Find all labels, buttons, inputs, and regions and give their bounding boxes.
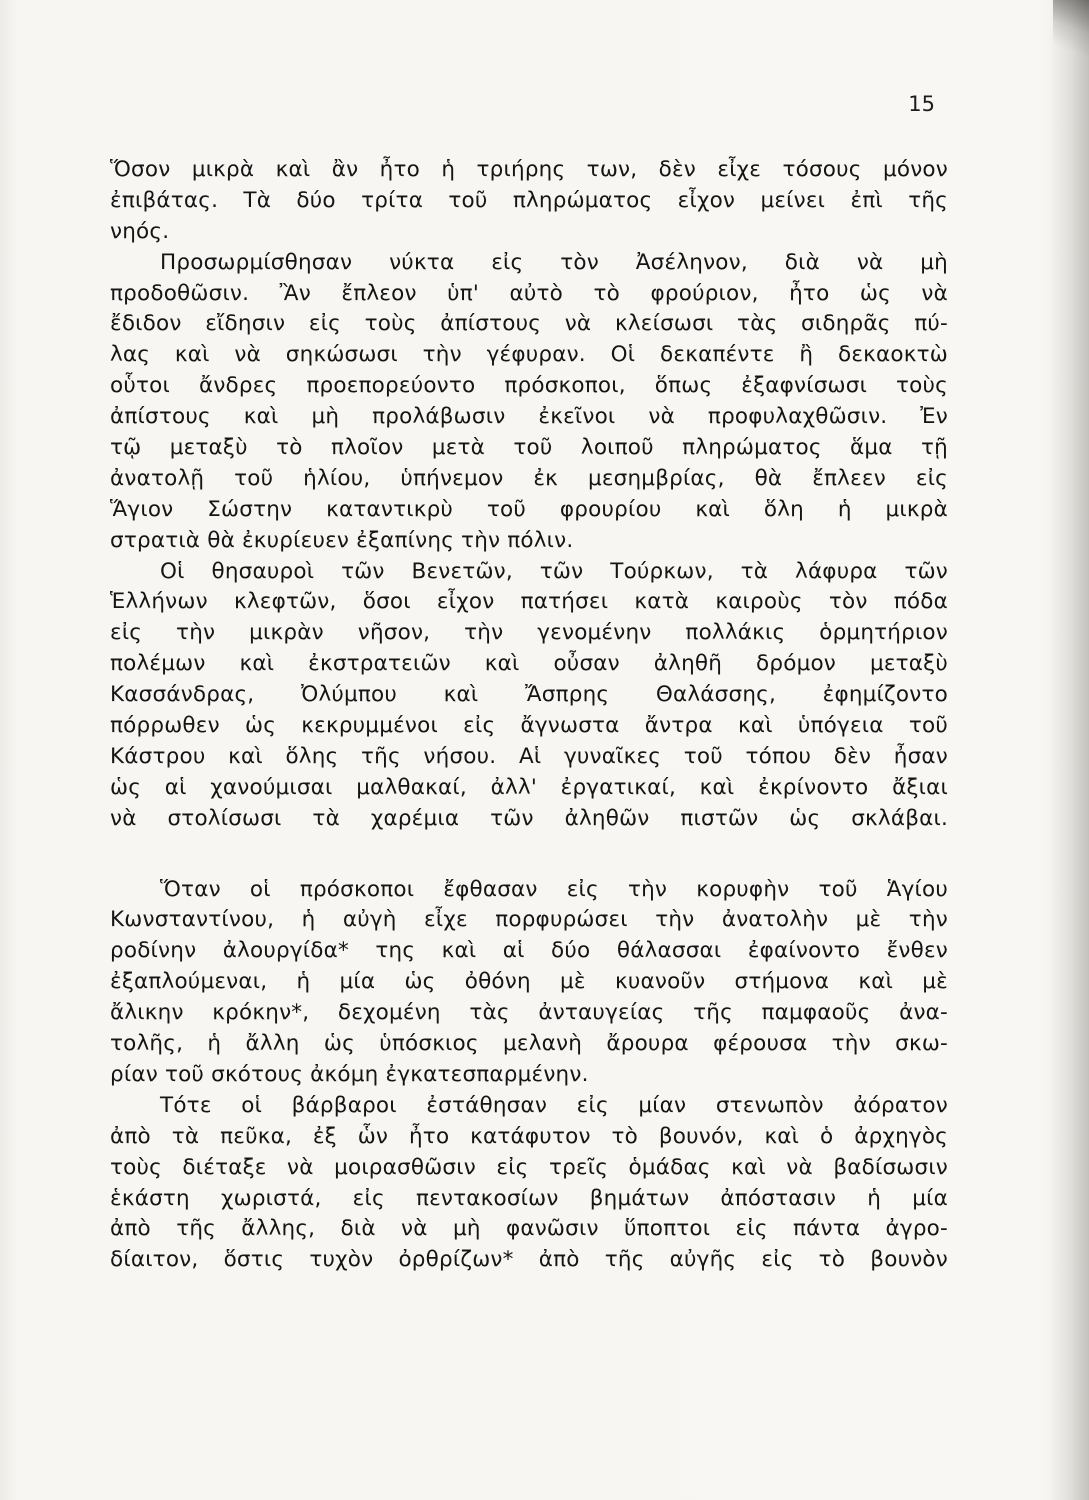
text-line: Ὅταν οἱ πρόσκοποι ἔφθασαν εἰς τὴν κορυφὴν τοῦ Ἁγίου xyxy=(160,876,948,902)
text-line: ροδίνην ἀλουργίδα* της καὶ αἱ δύο θάλασσαι ἐφαίνοντο ἔνθεν xyxy=(110,938,948,964)
text-line: Τότε οἱ βάρβαροι ἐστάθησαν εἰς μίαν στενωπὸν ἀόρατον xyxy=(160,1092,948,1118)
text-line: τοὺς διέταξε νὰ μοιρασθῶσιν εἰς τρεῖς ὁμάδας καὶ νὰ βαδίσωσιν xyxy=(110,1154,948,1180)
text-line: ἀπίστους καὶ μὴ προλάβωσιν ἐκεῖνοι νὰ προφυλαχθῶσιν. Ἐν xyxy=(110,404,948,430)
text-line: ἀπὸ τὰ πεῦκα, ἐξ ὧν ἦτο κατάφυτον τὸ βουνόν, καὶ ὁ ἀρχηγὸς xyxy=(110,1123,948,1149)
text-line: ἀνατολῇ τοῦ ἡλίου, ὑπήνεμον ἐκ μεσημβρίας, θὰ ἔπλεεν εἰς xyxy=(110,465,948,491)
paragraph-2 xyxy=(110,248,948,557)
spine-shadow xyxy=(1049,0,1089,1500)
paragraph-1 xyxy=(110,155,948,248)
text-line: ἐξαπλούμεναι, ἡ μία ὡς ὀθόνη μὲ κυανοῦν στήμονα καὶ μὲ xyxy=(110,969,948,995)
text-line: τῷ μεταξὺ τὸ πλοῖον μετὰ τοῦ λοιποῦ πληρώματος ἅμα τῇ xyxy=(110,435,948,461)
text-line: ἀπὸ τῆς ἄλλης, διὰ νὰ μὴ φανῶσιν ὕποπτοι εἰς πάντα ἀγρο- xyxy=(110,1216,948,1242)
text-line: Ἅγιον Σώστην καταντικρὺ τοῦ φρουρίου καὶ ὅλη ἡ μικρὰ xyxy=(110,496,948,522)
text-line: ρίαν τοῦ σκότους ἀκόμη ἐγκατεσπαρμένην. xyxy=(110,1061,589,1087)
paragraph-4 xyxy=(110,875,948,1091)
text-line: τολῆς, ἡ ἄλλη ὡς ὑπόσκιος μελανὴ ἄρουρα φέρουσα τὴν σκω- xyxy=(110,1031,948,1057)
text-line: πόρρωθεν ὡς κεκρυμμένοι εἰς ἄγνωστα ἄντρα καὶ ὑπόγεια τοῦ xyxy=(110,713,948,739)
text-line: ἄλικην κρόκην*, δεχομένη τὰς ἀνταυγείας τῆς παμφαοῦς ἀνα- xyxy=(110,1000,948,1026)
text-line: λας καὶ νὰ σηκώσωσι τὴν γέφυραν. Οἱ δεκαπέντε ἢ δεκαοκτὼ xyxy=(110,342,948,368)
text-line: Ὅσον μικρὰ καὶ ἂν ἦτο ἡ τριήρης των, δὲν εἶχε τόσους μόνον xyxy=(110,157,948,182)
text-line: Κασσάνδρας, Ὀλύμπου καὶ Ἄσπρης Θαλάσσης, ἐφημίζοντο xyxy=(110,682,948,708)
text-line: εἰς τὴν μικρὰν νῆσον, τὴν γενομένην πολλάκις ὁρμητήριον xyxy=(110,620,948,646)
text-line: Ἑλλήνων κλεφτῶν, ὅσοι εἶχον πατήσει κατὰ καιροὺς τὸν πόδα xyxy=(110,589,948,615)
text-line: ὡς αἱ χανούμισαι μαλθακαί, ἀλλ' ἐργατικαί, καὶ ἐκρίνοντο ἄξιαι xyxy=(110,774,948,800)
text-line: Κάστρου καὶ ὅλης τῆς νήσου. Αἱ γυναῖκες τοῦ τόπου δὲν ἦσαν xyxy=(110,743,948,769)
text-line: ἐπιβάτας. Τὰ δύο τρίτα τοῦ πληρώματος εἶχον μείνει ἐπὶ τῆς xyxy=(110,187,948,213)
text-line: Κωνσταντίνου, ἡ αὐγὴ εἶχε πορφυρώσει τὴν ἀνατολὴν μὲ τὴν xyxy=(110,907,948,933)
text-line: νὰ στολίσωσι τὰ χαρέμια τῶν ἀληθῶν πιστῶν ὡς σκλάβαι. xyxy=(110,805,948,831)
paragraph-5 xyxy=(110,1091,948,1276)
text-line: Προσωρμίσθησαν νύκτα εἰς τὸν Ἀσέληνον, διὰ νὰ μὴ xyxy=(160,249,948,275)
text-line: οὗτοι ἄνδρες προεπορεύοντο πρόσκοποι, ὅπως ἐξαφνίσωσι τοὺς xyxy=(110,373,948,399)
paragraph-3 xyxy=(110,557,948,835)
text-line: δίαιτον, ὅστις τυχὸν ὀρθρίζων* ἀπὸ τῆς αὐγῆς εἰς τὸ βουνὸν xyxy=(110,1247,948,1273)
page-number: 15 xyxy=(908,92,935,116)
text-line: ἔδιδον εἴδησιν εἰς τοὺς ἀπίστους νὰ κλείσωσι τὰς σιδηρᾶς πύ- xyxy=(110,311,948,337)
text-line: Οἱ θησαυροὶ τῶν Βενετῶν, τῶν Τούρκων, τὰ λάφυρα τῶν xyxy=(160,558,948,584)
page-corner-fold xyxy=(1053,0,1089,64)
text-line: νηός. xyxy=(110,218,170,244)
text-line: πολέμων καὶ ἐκστρατειῶν καὶ οὖσαν ἀληθῆ δρόμον μεταξὺ xyxy=(110,651,948,677)
text-line: στρατιὰ θὰ ἐκυρίευεν ἐξαπίνης τὴν πόλιν. xyxy=(110,527,574,553)
body-text xyxy=(110,155,948,1276)
text-line: προδοθῶσιν. Ἂν ἔπλεον ὑπ' αὐτὸ τὸ φρούριον, ἦτο ὡς νὰ xyxy=(110,280,948,306)
text-line: ἑκάστη χωριστά, εἰς πεντακοσίων βημάτων ἀπόστασιν ἡ μία xyxy=(110,1185,948,1211)
